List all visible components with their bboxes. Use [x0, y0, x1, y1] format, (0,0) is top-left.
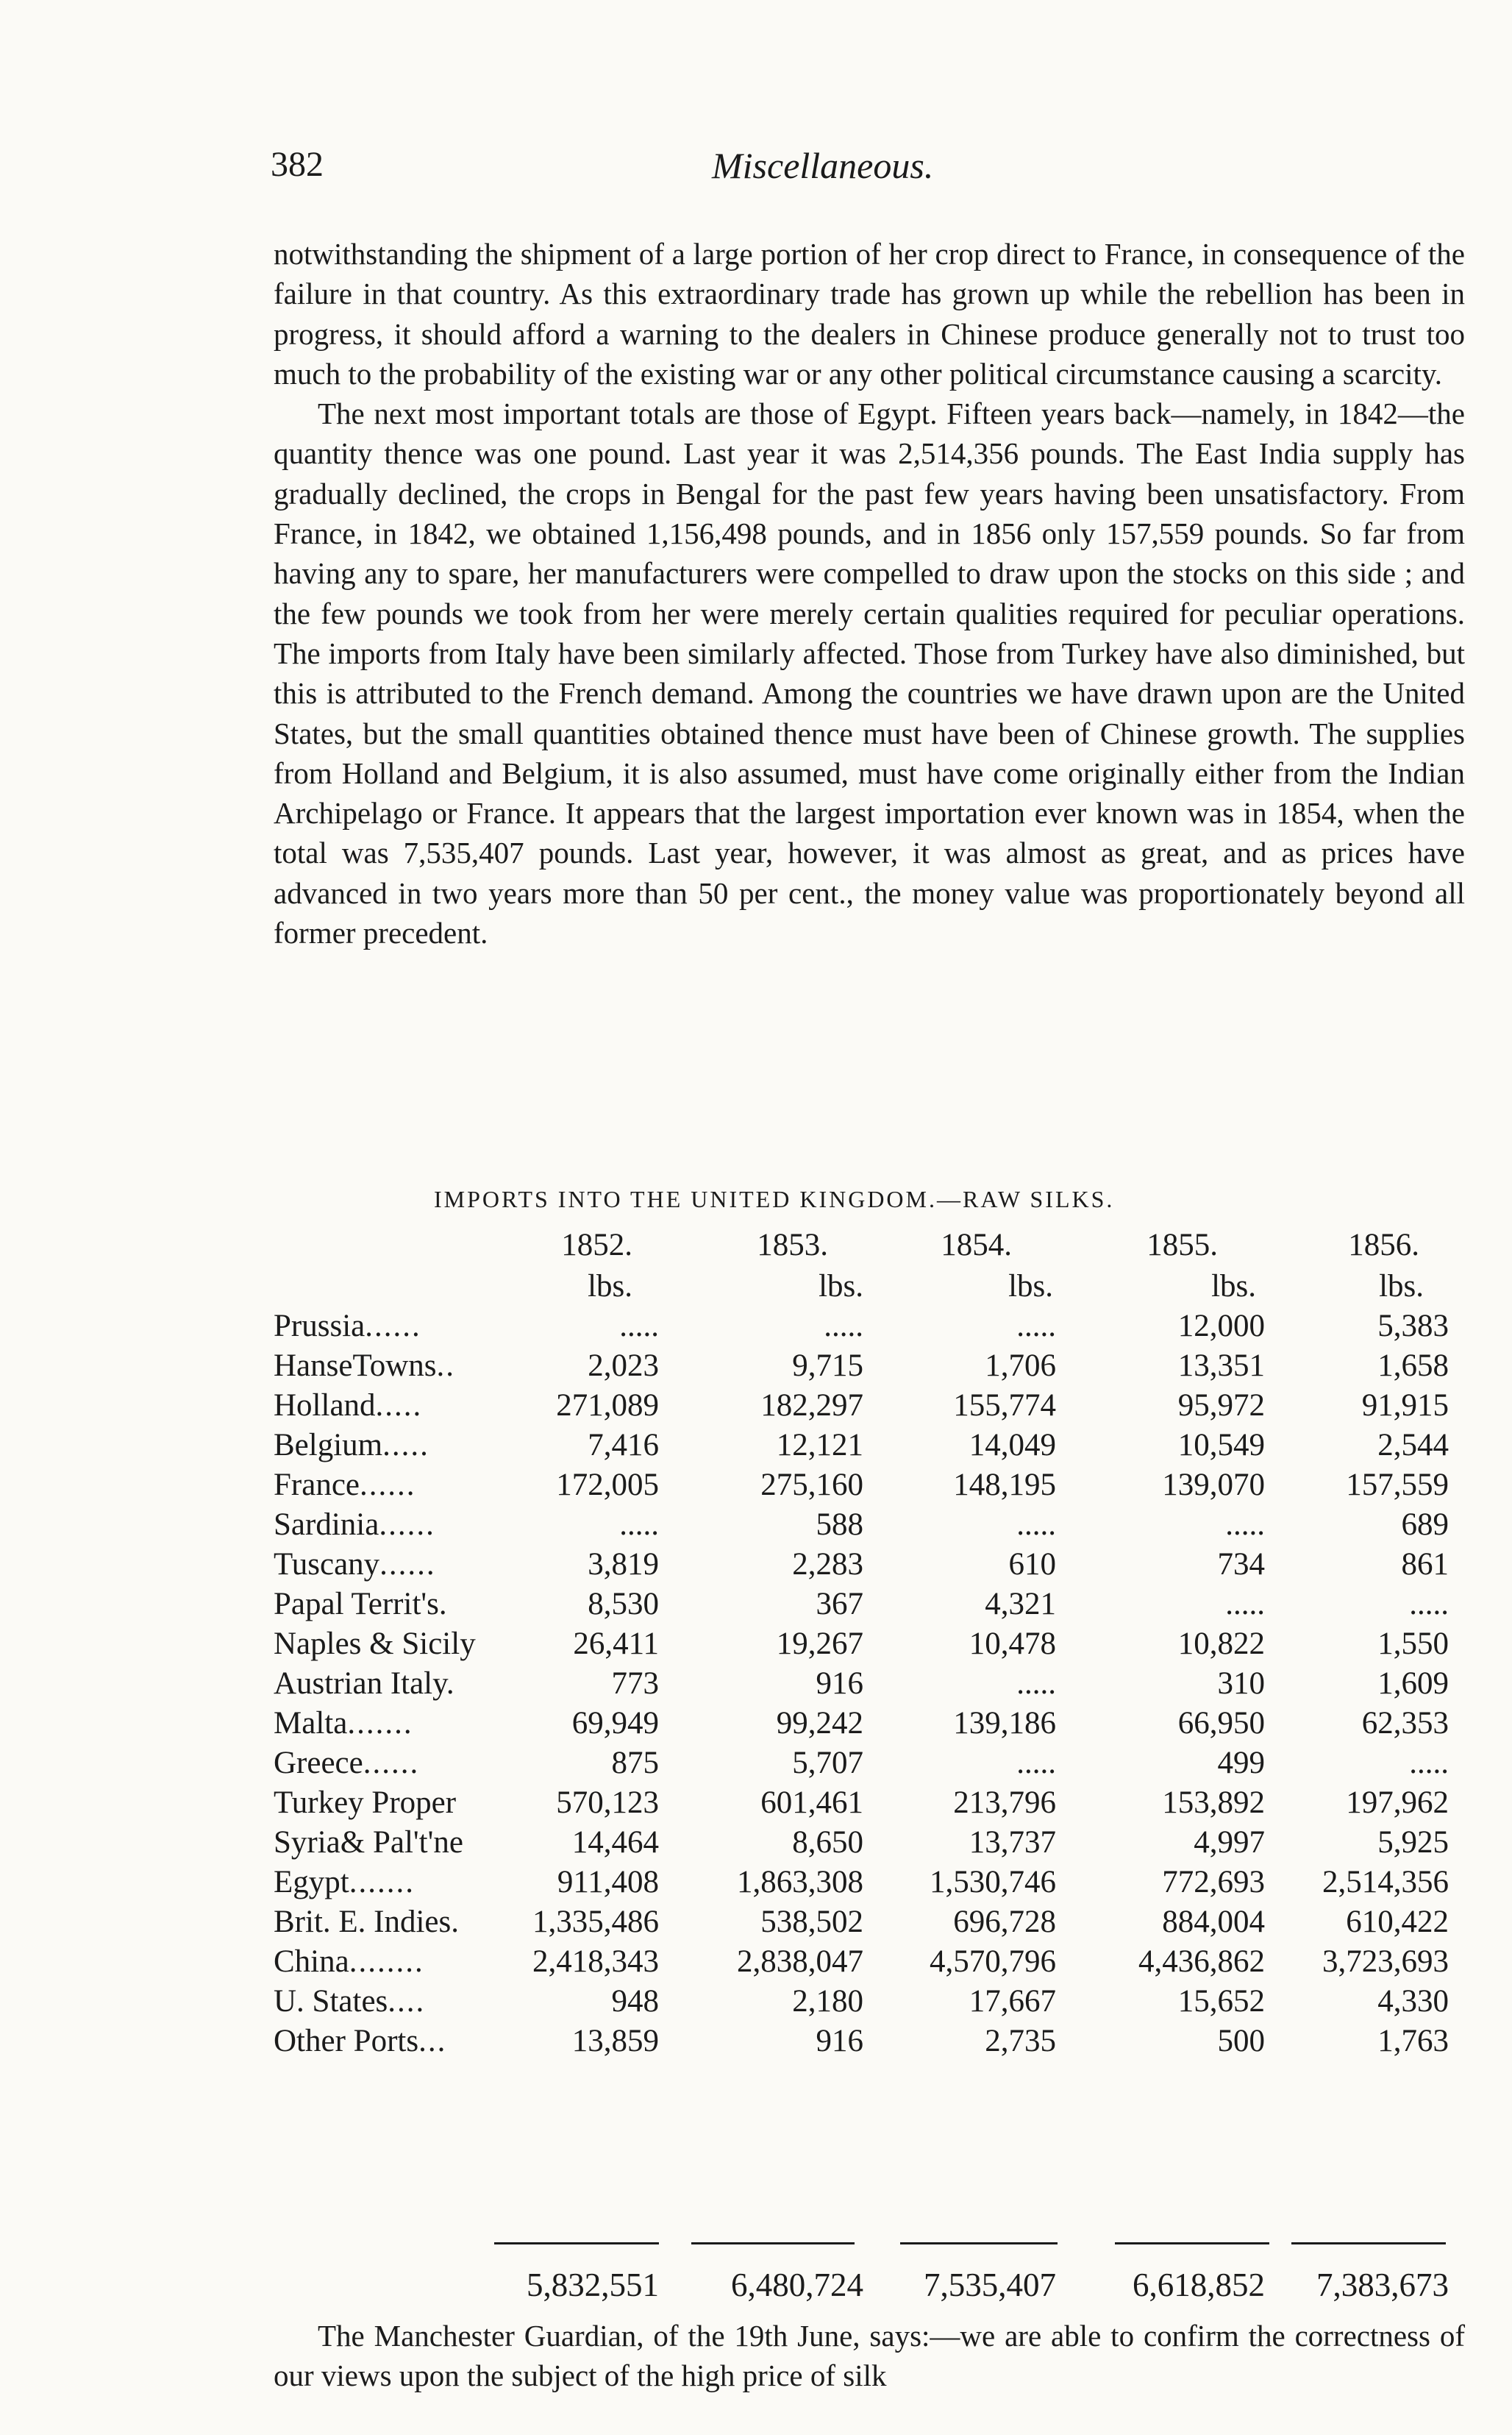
table-cell: 2,283	[792, 1547, 863, 1582]
table-cell: 1,658	[1377, 1348, 1449, 1383]
row-label-text: Egypt	[274, 1865, 349, 1899]
table-row	[0, 1507, 1512, 1546]
table-row	[0, 1546, 1512, 1586]
table-cell: 5,925	[1377, 1825, 1449, 1860]
row-leader-dots: ......	[365, 1309, 421, 1343]
table-row	[0, 1705, 1512, 1745]
row-label-text: Turkey Proper	[274, 1785, 457, 1820]
table-cell: 9,715	[792, 1348, 863, 1383]
table-cell: 696,728	[953, 1905, 1056, 1939]
table-cell: 689	[1401, 1507, 1449, 1542]
table-row	[0, 1824, 1512, 1864]
table-cell: 4,330	[1377, 1984, 1449, 2019]
table-row	[0, 1586, 1512, 1626]
unit-header: lbs.	[819, 1269, 863, 1304]
table-row	[0, 1427, 1512, 1467]
table-cell: .....	[1409, 1746, 1449, 1780]
table-cell: 601,461	[760, 1785, 863, 1820]
unit-header: lbs.	[1211, 1269, 1256, 1304]
paragraph-1: notwithstanding the shipment of a large portion of her crop direct to France, in consequence of the failure in that country. As this extraordinary trade has grown up while the rebellion has been in progress, it should afford a warning to the dealers in Chinese produce generally not to trust too much to the probability of the existing war or any other political circumstance causing a scarcity.	[274, 237, 1465, 391]
row-label-text: Malta	[274, 1706, 348, 1741]
row-label	[274, 2023, 446, 2059]
unit-header: lbs.	[588, 1269, 632, 1304]
table-cell: 3,819	[588, 1547, 659, 1582]
page-header	[271, 144, 1462, 188]
table-cell: 570,123	[556, 1785, 659, 1820]
row-label	[274, 1348, 455, 1384]
closing-text	[274, 2316, 1465, 2396]
table-cell: 538,502	[760, 1905, 863, 1939]
total-cell: 6,480,724	[731, 2267, 863, 2303]
row-label-text: Sardinia	[274, 1507, 379, 1542]
row-leader-dots: ....	[388, 1984, 426, 2019]
row-label	[274, 1308, 421, 1344]
table-cell: 367	[816, 1587, 863, 1621]
row-label	[274, 1824, 463, 1860]
table-cell: 1,335,486	[532, 1905, 659, 1939]
table-cell: 948	[611, 1984, 659, 2019]
table-cell: 1,706	[985, 1348, 1056, 1383]
row-leader-dots: ......	[360, 1468, 416, 1502]
table-cell: 310	[1217, 1666, 1265, 1701]
row-label	[274, 1586, 447, 1622]
table-cell: 2,544	[1377, 1428, 1449, 1462]
total-rule	[900, 2242, 1058, 2244]
row-leader-dots: ......	[363, 1746, 420, 1780]
table-cell: 884,004	[1162, 1905, 1265, 1939]
table-cell: 99,242	[776, 1706, 863, 1741]
table-row	[0, 1666, 1512, 1705]
row-label-text: Belgium	[274, 1428, 383, 1462]
table-body	[0, 1308, 1512, 2063]
table-cell: 1,863,308	[737, 1865, 863, 1899]
table-row	[0, 1387, 1512, 1427]
table-cell: 12,000	[1177, 1309, 1265, 1343]
table-cell: 499	[1217, 1746, 1265, 1780]
table-cell: 5,707	[792, 1746, 863, 1780]
table-cell: 4,436,862	[1138, 1944, 1265, 1979]
table-cell: 91,915	[1361, 1388, 1449, 1423]
page-number: 382	[271, 145, 324, 184]
table-cell: 2,418,343	[532, 1944, 659, 1979]
row-label	[274, 1745, 419, 1781]
total-cell: 7,383,673	[1316, 2267, 1449, 2303]
table-cell: 3,723,693	[1322, 1944, 1449, 1979]
table-row	[0, 1904, 1512, 1944]
row-label	[274, 1864, 415, 1900]
table-cell: 2,514,356	[1322, 1865, 1449, 1899]
row-label	[274, 1427, 429, 1463]
table-cell: 155,774	[953, 1388, 1056, 1423]
row-label-text: HanseTowns	[274, 1348, 437, 1383]
row-leader-dots: .......	[349, 1865, 415, 1899]
table-cell: 10,478	[969, 1627, 1056, 1661]
row-label	[274, 1785, 456, 1821]
row-label-text: Naples & Sicily	[274, 1627, 476, 1661]
table-cell: 17,667	[969, 1984, 1056, 2019]
total-cell: 5,832,551	[527, 2267, 659, 2303]
table-cell: 1,550	[1377, 1627, 1449, 1661]
table-cell: 773	[611, 1666, 659, 1701]
table-row	[0, 1626, 1512, 1666]
unit-header: lbs.	[1379, 1269, 1424, 1304]
table-cell: 139,070	[1162, 1468, 1265, 1502]
table-cell: .....	[1225, 1507, 1265, 1542]
table-cell: 157,559	[1346, 1468, 1449, 1502]
table-row	[0, 1864, 1512, 1904]
table-cell: 153,892	[1162, 1785, 1265, 1820]
table-cell: 14,464	[571, 1825, 659, 1860]
row-leader-dots: ......	[379, 1547, 436, 1582]
row-label-text: France	[274, 1468, 360, 1502]
row-leader-dots: .....	[382, 1428, 429, 1462]
row-leader-dots: .......	[347, 1706, 413, 1741]
row-label-text: Brit. E. Indies.	[274, 1905, 459, 1939]
row-label	[274, 1507, 435, 1543]
row-leader-dots: ..	[436, 1348, 456, 1383]
table-cell: 916	[816, 1666, 863, 1701]
table-cell: 62,353	[1361, 1706, 1449, 1741]
total-rule	[1291, 2242, 1446, 2244]
table-cell: 7,416	[588, 1428, 659, 1462]
table-cell: .....	[1016, 1746, 1056, 1780]
table-cell: 4,997	[1194, 1825, 1265, 1860]
row-label-text: U. States	[274, 1984, 388, 2019]
table-cell: 95,972	[1177, 1388, 1265, 1423]
table-cell: 275,160	[760, 1468, 863, 1502]
table-totals-row	[0, 2266, 1512, 2310]
unit-header: lbs.	[1008, 1269, 1053, 1304]
table-cell: 8,650	[792, 1825, 863, 1860]
row-leader-dots: ...	[418, 2024, 447, 2058]
table-cell: 916	[816, 2024, 863, 2058]
table-row	[0, 1983, 1512, 2023]
table-row	[0, 1944, 1512, 1983]
table-cell: 2,838,047	[737, 1944, 863, 1979]
table-year-headers	[0, 1227, 1512, 1271]
row-label	[274, 1626, 476, 1662]
row-label	[274, 1546, 436, 1582]
table-cell: 734	[1217, 1547, 1265, 1582]
year-header: 1856.	[1348, 1228, 1419, 1262]
table-row	[0, 1745, 1512, 1785]
table-cell: .....	[1409, 1587, 1449, 1621]
row-label-text: Syria& Pal't'ne	[274, 1825, 463, 1860]
year-header: 1853.	[757, 1228, 828, 1262]
table-cell: 13,859	[571, 2024, 659, 2058]
table-cell: 911,408	[557, 1865, 659, 1899]
table-cell: 69,949	[571, 1706, 659, 1741]
table-row	[0, 1308, 1512, 1348]
paragraph-2: The next most important totals are those of Egypt. Fifteen years back—namely, in 1842—the quantity thence was one pound. Last year it was 2,514,356 pounds. The East India supply has gradually declined, the crops in Bengal for the past few years having been unsatisfactory. From France, in 1842, we obtained 1,156,498 pounds, and in 1856 only 157,559 pounds. So far from having any to spare, her manufacturers were compelled to draw upon the stocks on this side ; and the few pounds we took from her were merely certain qualities required for peculiar operations. The imports from Italy have been similarly affected. Those from Turkey have also diminished, but this is attributed to the French demand. Among the countries we have drawn upon are the United States, but the small quantities obtained thence must have been of Chinese growth. The supplies from Holland and Belgium, it is also assumed, must have come originally either from the Indian Archipelago or France. It appears that the largest importation ever known was in 1854, when the total was 7,535,407 pounds. Last year, however, it was almost as great, and as prices have advanced in two years more than 50 per cent., the money value was proportionately beyond all former precedent.	[274, 397, 1465, 950]
table-cell: 875	[611, 1746, 659, 1780]
table-cell: 12,121	[776, 1428, 863, 1462]
table-cell: 4,570,796	[930, 1944, 1056, 1979]
table-cell: .....	[824, 1309, 863, 1343]
row-label-text: Prussia	[274, 1309, 365, 1343]
table-cell: 148,195	[953, 1468, 1056, 1502]
year-header: 1855.	[1147, 1228, 1218, 1262]
table-cell: 15,652	[1177, 1984, 1265, 2019]
row-label-text: Other Ports	[274, 2024, 419, 2058]
table-cell: 1,763	[1377, 2024, 1449, 2058]
table-cell: 19,267	[776, 1627, 863, 1661]
table-cell: 139,186	[953, 1706, 1056, 1741]
table-title: IMPORTS INTO THE UNITED KINGDOM.—RAW SILKS.	[434, 1186, 1115, 1212]
table-cell: 213,796	[953, 1785, 1056, 1820]
table-cell: 13,737	[969, 1825, 1056, 1860]
year-header: 1854.	[941, 1228, 1012, 1262]
total-cell: 7,535,407	[924, 2267, 1056, 2303]
table-row	[0, 1785, 1512, 1824]
table-cell: 1,530,746	[930, 1865, 1056, 1899]
row-label	[274, 1467, 416, 1503]
row-leader-dots: ........	[349, 1944, 424, 1979]
row-label-text: China	[274, 1944, 349, 1979]
table-cell: 66,950	[1177, 1706, 1265, 1741]
total-cell: 6,618,852	[1133, 2267, 1265, 2303]
row-label-text: Austrian Italy.	[274, 1666, 454, 1701]
table-cell: 2,180	[792, 1984, 863, 2019]
table-row	[0, 1348, 1512, 1387]
table-unit-headers	[0, 1268, 1512, 1312]
total-rule	[691, 2242, 855, 2244]
table-cell: 10,549	[1177, 1428, 1265, 1462]
row-leader-dots: ......	[379, 1507, 435, 1542]
table-cell: .....	[619, 1507, 659, 1542]
table-cell: 5,383	[1377, 1309, 1449, 1343]
total-rule	[494, 2242, 659, 2244]
row-label	[274, 1904, 459, 1940]
table-cell: 14,049	[969, 1428, 1056, 1462]
table-row	[0, 2023, 1512, 2063]
table-cell: .....	[1016, 1666, 1056, 1701]
table-cell: .....	[1016, 1309, 1056, 1343]
table-cell: 772,693	[1162, 1865, 1265, 1899]
row-label	[274, 1387, 422, 1423]
table-cell: 26,411	[573, 1627, 659, 1661]
table-cell: .....	[1016, 1507, 1056, 1542]
table-cell: 1,609	[1377, 1666, 1449, 1701]
table-cell: 182,297	[760, 1388, 863, 1423]
year-header: 1852.	[561, 1228, 632, 1262]
table-cell: 610	[1008, 1547, 1056, 1582]
table-cell: 172,005	[556, 1468, 659, 1502]
row-label-text: Tuscany	[274, 1547, 380, 1582]
table-cell: 2,023	[588, 1348, 659, 1383]
table-cell: 861	[1401, 1547, 1449, 1582]
row-label-text: Greece	[274, 1746, 363, 1780]
running-head: Miscellaneous.	[712, 145, 934, 186]
row-label	[274, 1666, 454, 1702]
table-cell: 2,735	[985, 2024, 1056, 2058]
row-label	[274, 1944, 424, 1980]
total-rule	[1115, 2242, 1269, 2244]
table-cell: 500	[1217, 2024, 1265, 2058]
row-label	[274, 1983, 425, 2019]
row-leader-dots: .....	[375, 1388, 423, 1423]
body-text	[274, 234, 1465, 953]
closing-paragraph: The Manchester Guardian, of the 19th June, says:—we are able to confirm the correctness of our views upon the subject of the high price of silk	[274, 2319, 1465, 2393]
table-cell: 197,962	[1346, 1785, 1449, 1820]
table-cell: 610,422	[1346, 1905, 1449, 1939]
table-cell: 271,089	[556, 1388, 659, 1423]
row-label-text: Papal Territ's.	[274, 1587, 447, 1621]
row-label-text: Holland	[274, 1388, 376, 1423]
table-row	[0, 1467, 1512, 1507]
table-cell: 588	[816, 1507, 863, 1542]
row-label	[274, 1705, 413, 1741]
table-cell: 8,530	[588, 1587, 659, 1621]
table-cell: 13,351	[1177, 1348, 1265, 1383]
table-cell: .....	[619, 1309, 659, 1343]
table-cell: 10,822	[1177, 1627, 1265, 1661]
table-cell: 4,321	[985, 1587, 1056, 1621]
table-cell: .....	[1225, 1587, 1265, 1621]
